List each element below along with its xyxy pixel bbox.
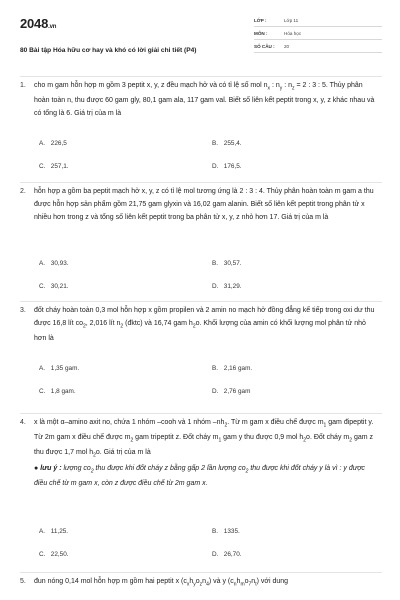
- divider: [20, 301, 382, 302]
- question-4: [20, 419, 382, 575]
- meta-value: 20: [284, 44, 290, 49]
- question-3: [20, 307, 382, 409]
- option-letter: A.: [39, 365, 46, 372]
- option-value: 30,93.: [50, 260, 69, 267]
- question-stem: x là một α–amino axit no, chứa 1 nhóm –cooh và 1 nhóm $-nh_2$. Từ m gam x điều chế được $m_1$ gam đipeptit y. Từ 2m gam x điều chế được $m_2$ gam tripeptit z. Đốt cháy $m_1$ gam y thu được 0,9 mol $h_2o$. Đốt cháy $m_2$ gam z thu được 1,7 mol $h_2o$. Giá trị của m là: [34, 419, 374, 459]
- option-letter: D.: [212, 388, 219, 395]
- option-b[interactable]: [212, 260, 242, 267]
- meta-value: Lớp 11: [284, 18, 299, 23]
- divider: [20, 182, 382, 183]
- option-letter: A.: [39, 528, 46, 535]
- option-letter: A.: [39, 140, 46, 147]
- option-c[interactable]: [39, 388, 76, 395]
- option-value: 31,29.: [223, 283, 242, 290]
- meta-value: Hóa học: [284, 31, 302, 36]
- question-text: hỗn hợp a gồm ba peptit mạch hở x, y, z có tỉ lệ mol tương ứng là 2 : 3 : 4. Thủy phân hoàn toàn m gam a thu được hỗn hợp sản phẩm gồm 21,75 gam glyxin và 16,02 gam alanin. Biết số liên kết peptit trong phân tử x nhiều hơn trong z và tổng số liên kết peptit trong ba phân tử x, y, z nhỏ hơn 17. Giá trị của m là: [34, 188, 374, 221]
- option-letter: D.: [212, 551, 219, 558]
- logo-suffix: .vn: [48, 24, 57, 30]
- option-a[interactable]: [39, 528, 68, 535]
- question-number: 5.: [20, 578, 26, 585]
- site-logo[interactable]: [20, 16, 56, 31]
- option-letter: B.: [212, 260, 219, 267]
- divider: [20, 572, 382, 573]
- option-value: 257,1.: [50, 163, 69, 170]
- meta-key: SỐ CÂU :: [254, 44, 275, 49]
- question-note: ● lưu ý : lượng $co_2$ thu được khi đốt cháy z bằng gấp 2 lần lượng $co_2$ thu được khi đốt cháy y là vì : y được điều chế từ m gam x, còn z được điều chế từ 2m gam x.: [34, 464, 365, 487]
- option-letter: B.: [212, 140, 219, 147]
- meta-grade: [254, 17, 382, 27]
- logo-text: 2048: [20, 16, 49, 31]
- question-text: đun nóng 0,14 mol hỗn hợp m gồm hai peptit x $(c_xh_yo_zn_4)$ và y $(c_nh_mo_7n_t)$ với dung: [34, 578, 289, 588]
- meta-key: LỚP :: [254, 18, 267, 23]
- meta-key: MÔN :: [254, 31, 268, 36]
- option-a[interactable]: [39, 260, 69, 267]
- option-letter: B.: [212, 528, 219, 535]
- question-number: 2.: [20, 188, 26, 195]
- question-text: đốt cháy hoàn toàn 0,3 mol hỗn hợp x gồm propilen và 2 amin no mạch hở đồng đẳng kế tiếp trong oxi dư thu được 16,8 lít $co_2$, 2,016 lít $n_2$ (đktc) và 16,74 gam $h_2o$. Khối lượng của amin có khối lượng mol phân tử nhỏ hơn là: [34, 307, 375, 342]
- option-d[interactable]: [212, 283, 242, 290]
- question-5: [20, 578, 382, 600]
- option-letter: C.: [39, 163, 46, 170]
- option-value: 226,5: [50, 140, 67, 147]
- option-a[interactable]: [39, 365, 79, 372]
- option-value: 2,76 gam: [223, 388, 251, 395]
- option-c[interactable]: [39, 551, 69, 558]
- option-b[interactable]: [212, 365, 252, 372]
- option-value: 30,57.: [223, 260, 242, 267]
- option-d[interactable]: [212, 388, 250, 395]
- option-letter: A.: [39, 260, 46, 267]
- option-c[interactable]: [39, 283, 69, 290]
- option-b[interactable]: [212, 140, 242, 147]
- question-text: cho m gam hỗn hợp m gồm 3 peptit x, y, z đều mạch hở và có tỉ lệ số mol $n_x$ : $n_y$ : $n_z = 2$ : 3 : 5. Thủy phân hoàn toàn n, thu được 60 gam gly, 80,1 gam ala, 117 gam val. Biết số liên kết peptit trong x, y, z khác nhau và có tổng là 6. Giá trị của m là: [34, 82, 375, 117]
- document-meta: [254, 17, 382, 56]
- question-text: [34, 417, 380, 491]
- option-b[interactable]: [212, 528, 240, 535]
- option-value: 176,5.: [223, 163, 242, 170]
- question-number: 1.: [20, 82, 26, 89]
- meta-subject: [254, 30, 382, 40]
- divider: [20, 76, 382, 77]
- option-value: 11,25.: [50, 528, 69, 535]
- option-d[interactable]: [212, 163, 242, 170]
- meta-question-count: [254, 43, 382, 53]
- option-letter: D.: [212, 163, 219, 170]
- question-2: [20, 188, 382, 303]
- question-1: [20, 82, 382, 182]
- option-value: 1,8 gam.: [50, 388, 76, 395]
- option-value: 1,35 gam.: [50, 365, 80, 372]
- option-value: 30,21.: [50, 283, 69, 290]
- option-value: 2,16 gam.: [223, 365, 253, 372]
- option-letter: D.: [212, 283, 219, 290]
- option-value: 255,4.: [223, 140, 242, 147]
- page-header: [20, 14, 382, 64]
- document-title: 80 Bài tập Hóa hữu cơ hay và khó có lời giải chi tiết (P4): [20, 47, 197, 54]
- option-letter: C.: [39, 551, 46, 558]
- option-c[interactable]: [39, 163, 69, 170]
- option-a[interactable]: [39, 140, 67, 147]
- option-value: 1335.: [223, 528, 240, 535]
- option-value: 22,50.: [50, 551, 69, 558]
- option-value: 26,70.: [223, 551, 242, 558]
- option-letter: C.: [39, 388, 46, 395]
- option-d[interactable]: [212, 551, 242, 558]
- option-letter: B.: [212, 365, 219, 372]
- divider: [20, 413, 382, 414]
- option-letter: C.: [39, 283, 46, 290]
- question-number: 4.: [20, 419, 26, 426]
- question-number: 3.: [20, 307, 26, 314]
